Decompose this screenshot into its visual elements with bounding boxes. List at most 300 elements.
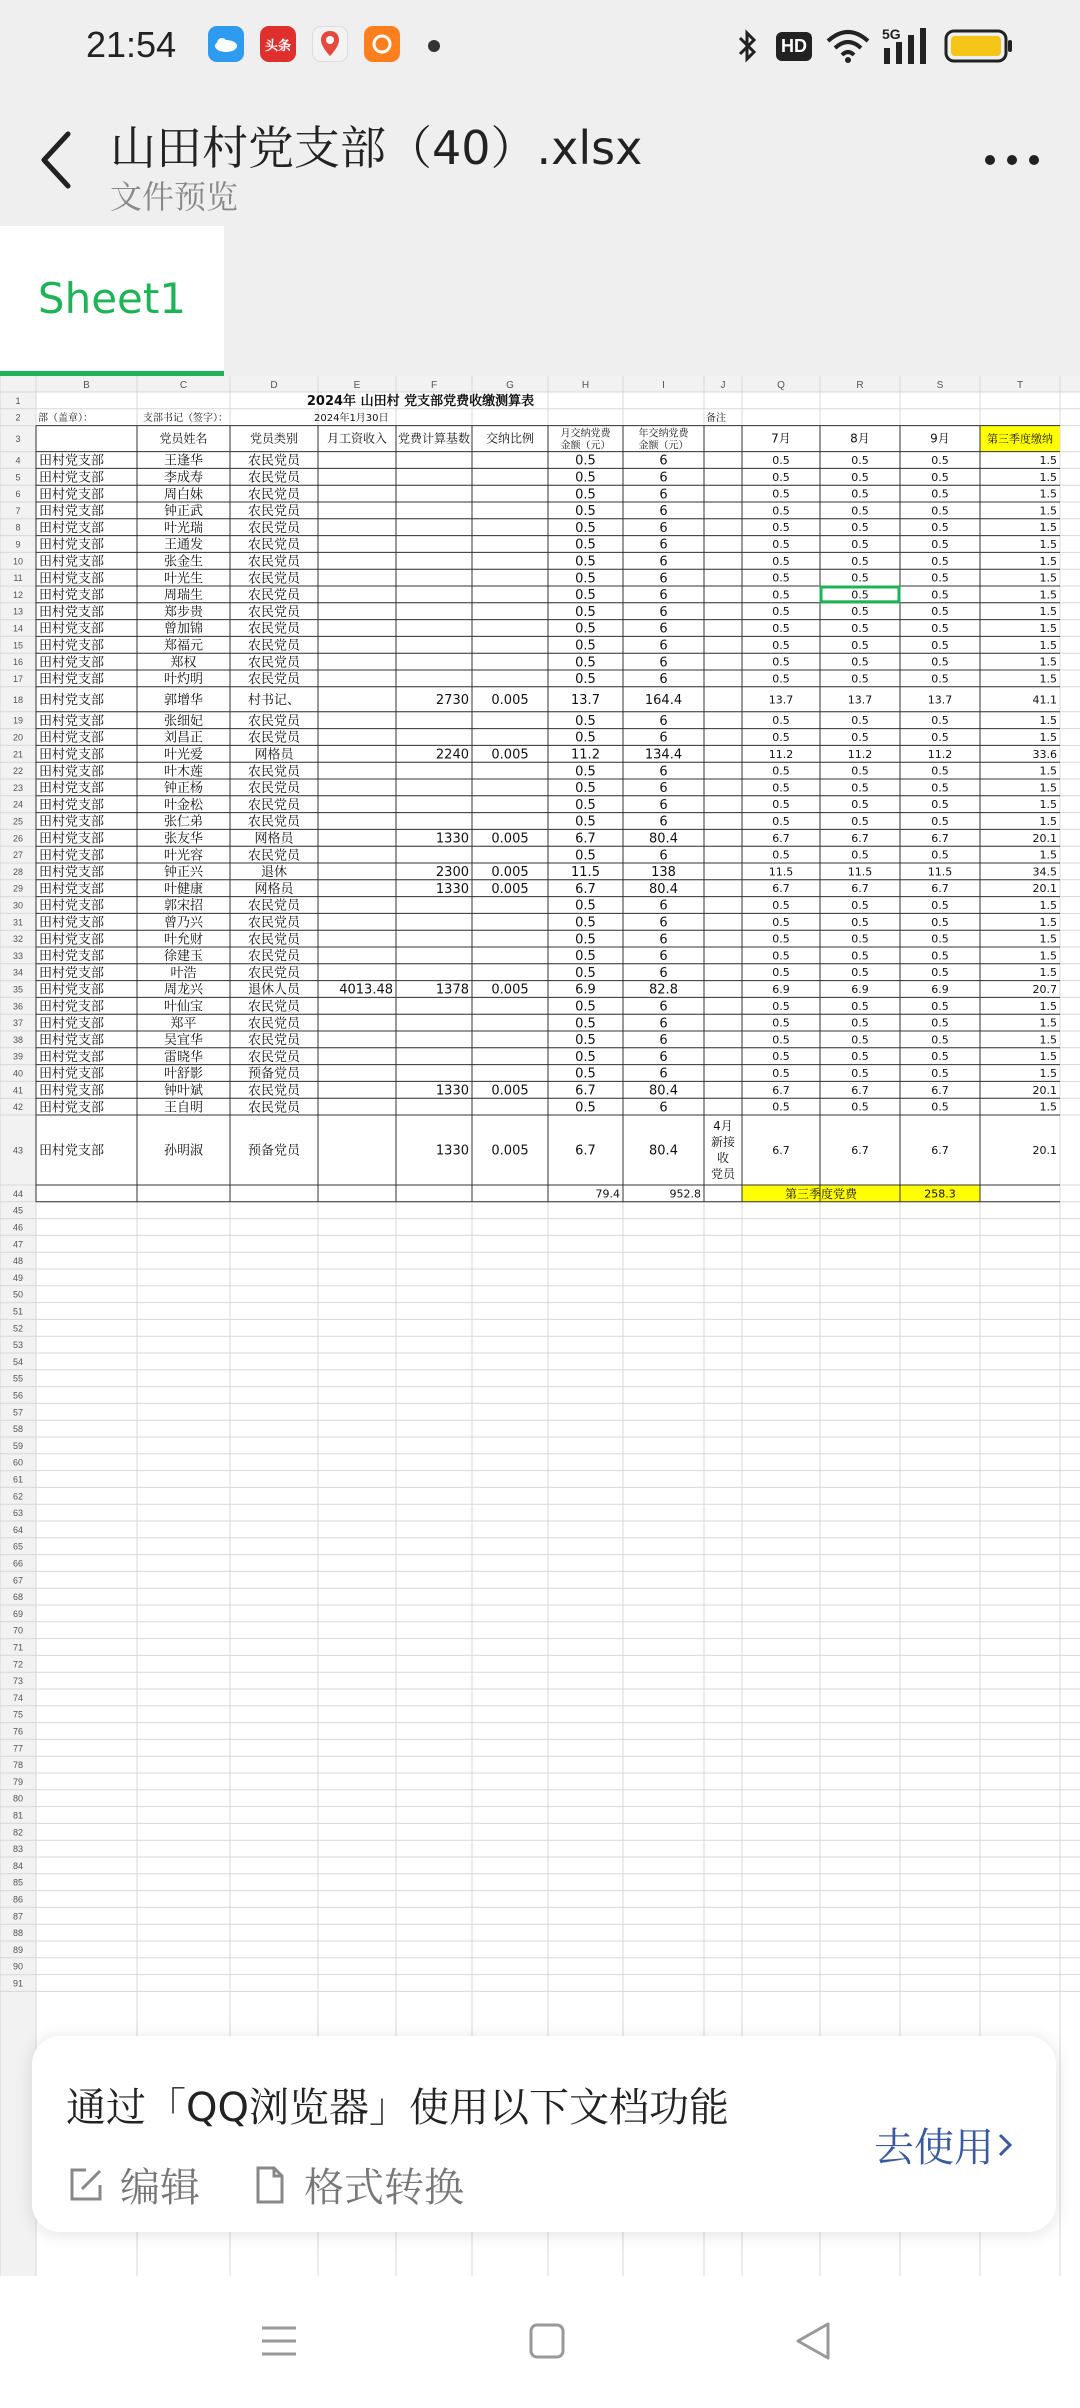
row2-stamp-label: 部（盖章）： — [38, 412, 93, 424]
quarter-total-label: 第三季度党费 — [784, 1187, 858, 1201]
row-number: 73 — [12, 1676, 24, 1687]
row-number: 75 — [12, 1709, 24, 1720]
cell-text: 曾乃兴 — [163, 915, 204, 931]
cell-text: 20.1 — [1032, 831, 1057, 845]
cell-text: 0.5 — [772, 1100, 790, 1114]
cell-text: 0.5 — [931, 932, 949, 946]
cell-text: 0.5 — [575, 604, 596, 620]
cell-text: 农民党员 — [247, 504, 301, 520]
cell-text: 0.5 — [575, 949, 596, 965]
row-number: 12 — [12, 589, 24, 600]
back-triangle-icon — [788, 2316, 838, 2366]
cell-text: 0.5 — [772, 999, 790, 1013]
cell-text: 0.5 — [772, 932, 790, 946]
cell-text: 田村党支部 — [39, 1100, 105, 1116]
cell-text: 0.5 — [772, 966, 790, 980]
header-cell: 月交纳党费 — [560, 428, 611, 440]
cell-text: 20.1 — [1032, 1083, 1057, 1097]
row-number: 72 — [12, 1659, 24, 1670]
column-letter: Q — [777, 380, 785, 391]
cell-text: 0.5 — [931, 814, 949, 828]
cell-text: 钟正杨 — [163, 781, 204, 797]
cell-text: 0.5 — [575, 621, 596, 637]
cell-text: 0.5 — [575, 797, 596, 813]
header-cell: 金额（元） — [638, 440, 689, 452]
note-cell: 新接 — [710, 1135, 736, 1149]
cell-text: 11.5 — [768, 865, 794, 879]
cell-text: 1.5 — [1039, 621, 1057, 635]
cell-text: 0.5 — [575, 453, 596, 469]
cell-text: 0.5 — [575, 504, 596, 520]
cell-text: 1.5 — [1039, 966, 1057, 980]
cell-text: 0.5 — [931, 487, 949, 501]
format-convert-button[interactable] — [250, 2156, 464, 2213]
row-number: 87 — [12, 1911, 24, 1922]
header-cell: 交纳比例 — [485, 431, 535, 446]
row-number: 1 — [15, 395, 21, 406]
cell-text: 吴宜华 — [163, 1033, 204, 1049]
cell-text: 0.5 — [931, 638, 949, 652]
cell-text: 0.5 — [851, 999, 869, 1013]
cell-text: 田村党支部 — [39, 814, 105, 830]
row-number: 45 — [12, 1205, 24, 1216]
cell-text: 1.5 — [1039, 638, 1057, 652]
row-number: 90 — [12, 1961, 24, 1972]
row-number: 77 — [12, 1743, 24, 1754]
cell-text: 6 — [659, 898, 668, 914]
cell-text: 6 — [659, 487, 668, 503]
cell-text: 农民党员 — [247, 571, 301, 587]
cell-text: 6 — [659, 764, 668, 780]
cell-text: 叶木莲 — [163, 764, 204, 780]
row-number: 3 — [15, 434, 21, 445]
cell-text: 村书记、 — [247, 692, 301, 708]
cell-text: 网格员 — [254, 747, 294, 763]
row-number: 65 — [12, 1541, 24, 1552]
cell-text: 田村党支部 — [39, 571, 105, 587]
cell-text: 82.8 — [649, 982, 678, 998]
cell-text: 1.5 — [1039, 655, 1057, 669]
row-number: 74 — [12, 1692, 24, 1703]
cell-text: 0.5 — [851, 1066, 869, 1080]
cell-text: 农民党员 — [247, 965, 301, 981]
cell-text: 6 — [659, 932, 668, 948]
row-number: 49 — [12, 1272, 24, 1283]
row-number: 2 — [15, 412, 21, 423]
cell-text: 田村党支部 — [39, 655, 105, 671]
cell-text: 6 — [659, 797, 668, 813]
row-number: 82 — [12, 1827, 24, 1838]
cell-text: 0.5 — [575, 999, 596, 1015]
row-number: 43 — [12, 1145, 24, 1156]
header-cell: 月工资收入 — [326, 431, 388, 446]
cell-text: 0.5 — [851, 638, 869, 652]
cell-text: 0.5 — [931, 537, 949, 551]
cell-text: 0.5 — [772, 537, 790, 551]
cell-text: 0.5 — [575, 781, 596, 797]
cell-text: 0.005 — [491, 881, 529, 897]
cell-text: 周瑞生 — [163, 588, 204, 604]
cell-text: 2300 — [435, 865, 469, 881]
map-app-icon — [312, 26, 348, 62]
header-cell: 党费计算基数 — [397, 431, 471, 446]
cell-text: 0.5 — [931, 798, 949, 812]
row-number: 78 — [12, 1760, 24, 1771]
cell-text: 79.4 — [595, 1187, 620, 1201]
cell-text: 0.5 — [931, 1050, 949, 1064]
cell-text: 1.5 — [1039, 571, 1057, 585]
cell-text: 80.4 — [649, 1083, 678, 1099]
back-nav-button[interactable] — [788, 2316, 838, 2366]
cell-text: 农民党员 — [247, 1083, 301, 1099]
row-number: 71 — [12, 1642, 24, 1653]
cell-text: 0.5 — [772, 1016, 790, 1030]
cell-text: 0.5 — [575, 1033, 596, 1049]
cell-text: 张金生 — [163, 554, 204, 570]
cell-text: 田村党支部 — [39, 982, 105, 998]
cell-text: 网格员 — [254, 881, 294, 897]
column-letter: J — [720, 380, 726, 391]
notification-dot-icon — [428, 40, 440, 52]
row-number: 88 — [12, 1928, 24, 1939]
cell-text: 田村党支部 — [39, 865, 105, 881]
cell-text: 叶光生 — [163, 571, 204, 587]
cell-text: 80.4 — [649, 831, 678, 847]
cell-text: 叶允财 — [163, 932, 204, 948]
cell-text: 0.5 — [851, 470, 869, 484]
cell-text: 农民党员 — [247, 915, 301, 931]
cell-text: 农民党员 — [247, 999, 301, 1015]
cell-text: 0.5 — [851, 798, 869, 812]
cell-text: 钟正武 — [163, 504, 204, 520]
cell-text: 农民党员 — [247, 814, 301, 830]
cell-text: 0.5 — [851, 714, 869, 728]
row-number: 38 — [12, 1034, 24, 1045]
note-cell: 4月 — [713, 1119, 733, 1133]
row-number: 8 — [15, 522, 21, 533]
back-button[interactable] — [32, 128, 82, 192]
system-nav-bar — [0, 2276, 1080, 2408]
cell-text: 田村党支部 — [39, 453, 105, 469]
cell-text: 0.5 — [931, 915, 949, 929]
cell-text: 2240 — [435, 747, 469, 763]
row-number: 84 — [12, 1860, 24, 1871]
row-number: 79 — [12, 1776, 24, 1787]
row-number: 36 — [12, 1001, 24, 1012]
cell-text: 农民党员 — [247, 672, 301, 688]
cell-text: 0.005 — [491, 692, 529, 708]
cell-text: 田村党支部 — [39, 898, 105, 914]
cell-text: 田村党支部 — [39, 520, 105, 536]
cell-text: 0.5 — [575, 655, 596, 671]
cell-text: 11.2 — [847, 747, 873, 761]
spreadsheet-grid[interactable] — [0, 376, 1080, 2276]
cell-text: 叶仙宝 — [163, 999, 204, 1015]
more-menu-button[interactable] — [982, 150, 1042, 170]
cell-text: 6 — [659, 588, 668, 604]
cell-text: 1.5 — [1039, 714, 1057, 728]
tab-sheet1[interactable]: Sheet1 — [0, 226, 224, 376]
cell-text: 0.5 — [772, 764, 790, 778]
cell-text: 164.4 — [644, 692, 683, 708]
cell-text: 13.7 — [768, 693, 794, 707]
row-number: 85 — [12, 1877, 24, 1888]
cell-text: 0.5 — [931, 781, 949, 795]
sheet-tab-bar — [0, 226, 1080, 376]
cell-text: 0.5 — [851, 1050, 869, 1064]
cell-text: 6 — [659, 604, 668, 620]
cell-text: 6 — [659, 915, 668, 931]
cell-text: 农民党员 — [247, 781, 301, 797]
cell-text: 0.5 — [931, 898, 949, 912]
cell-text: 农民党员 — [247, 713, 301, 729]
cell-text: 1.5 — [1039, 1066, 1057, 1080]
row-number: 16 — [12, 657, 24, 668]
cell-text: 0.5 — [931, 470, 949, 484]
cell-text: 952.8 — [669, 1187, 701, 1201]
row-number: 53 — [12, 1340, 24, 1351]
cell-text: 6.7 — [772, 882, 790, 896]
menu-nav-button[interactable] — [254, 2316, 304, 2366]
go-use-button[interactable] — [874, 2116, 1018, 2173]
cell-text: 0.005 — [491, 865, 529, 881]
cell-text: 1.5 — [1039, 898, 1057, 912]
cell-text: 田村党支部 — [39, 747, 105, 763]
cell-text: 0.5 — [772, 655, 790, 669]
cell-text: 11.5 — [847, 865, 873, 879]
cell-text: 田村党支部 — [39, 504, 105, 520]
cell-text: 80.4 — [649, 1143, 678, 1159]
cell-text: 1.5 — [1039, 932, 1057, 946]
cell-text: 0.5 — [772, 621, 790, 635]
column-letter: S — [936, 380, 944, 391]
row-number: 31 — [12, 917, 24, 928]
cell-text: 农民党员 — [247, 588, 301, 604]
cell-text: 0.5 — [575, 537, 596, 553]
row-number: 47 — [12, 1239, 24, 1250]
cell-text: 6 — [659, 520, 668, 536]
go-use-label: 去使用 — [874, 2125, 994, 2171]
cell-text: 0.5 — [931, 1100, 949, 1114]
cell-text: 0.5 — [931, 521, 949, 535]
cell-text: 0.5 — [851, 949, 869, 963]
cell-text: 农民党员 — [247, 655, 301, 671]
cell-text: 郑福元 — [163, 638, 204, 654]
cell-text: 6 — [659, 1100, 668, 1116]
row-number: 30 — [12, 900, 24, 911]
cell-text: 田村党支部 — [39, 1066, 105, 1082]
more-dots-icon — [982, 150, 1042, 170]
cell-text: 0.5 — [575, 588, 596, 604]
cell-text: 0.5 — [851, 605, 869, 619]
cell-text: 田村党支部 — [39, 692, 105, 708]
spreadsheet-view[interactable] — [0, 376, 1080, 2276]
cell-text: 农民党员 — [247, 797, 301, 813]
cell-text: 6 — [659, 965, 668, 981]
row-number: 18 — [12, 694, 24, 705]
cell-text: 田村党支部 — [39, 713, 105, 729]
row-number: 58 — [12, 1424, 24, 1435]
cell-text: 农民党员 — [247, 764, 301, 780]
cell-text: 258.3 — [924, 1187, 956, 1201]
cell-text: 0.5 — [575, 571, 596, 587]
banner-text: 通过「QQ浏览器」使用以下文档功能 — [66, 2085, 729, 2131]
cell-text: 0.5 — [851, 453, 869, 467]
cell-text: 农民党员 — [247, 638, 301, 654]
cell-text: 6.9 — [851, 982, 869, 996]
signal-icon — [882, 26, 930, 66]
cell-text: 0.5 — [772, 487, 790, 501]
row-number: 46 — [12, 1222, 24, 1233]
cell-text: 刘昌正 — [163, 730, 204, 746]
cell-text: 6.7 — [851, 1083, 869, 1097]
cell-text: 0.5 — [851, 848, 869, 862]
cell-text: 田村党支部 — [39, 604, 105, 620]
cell-text: 13.7 — [847, 693, 873, 707]
row-number: 4 — [15, 455, 21, 466]
cell-text: 1.5 — [1039, 814, 1057, 828]
row-number: 80 — [12, 1793, 24, 1804]
cell-text: 0.5 — [575, 898, 596, 914]
bluetooth-icon — [736, 26, 758, 66]
cell-text: 6 — [659, 781, 668, 797]
cell-text: 6 — [659, 621, 668, 637]
home-nav-button[interactable] — [522, 2316, 572, 2366]
edit-label: 编辑 — [120, 2165, 200, 2211]
cell-text: 0.5 — [931, 588, 949, 602]
edit-button[interactable] — [66, 2156, 200, 2213]
cell-text: 0.5 — [575, 1066, 596, 1082]
note-cell: 收 — [716, 1151, 730, 1165]
cell-text: 1.5 — [1039, 1016, 1057, 1030]
chevron-right-icon — [994, 2127, 1018, 2163]
cell-text: 6 — [659, 1049, 668, 1065]
cell-text: 1.5 — [1039, 521, 1057, 535]
cell-text: 雷晓华 — [163, 1049, 204, 1065]
row-number: 48 — [12, 1256, 24, 1267]
cell-text: 叶金松 — [163, 797, 204, 813]
cell-text: 0.5 — [851, 764, 869, 778]
cell-text: 1.5 — [1039, 848, 1057, 862]
row2-note-label: 备注 — [706, 412, 726, 424]
row2-date: 2024年1月30日 — [314, 412, 389, 424]
column-letter: H — [581, 380, 590, 391]
row-number: 23 — [12, 782, 24, 793]
cell-text: 0.5 — [931, 764, 949, 778]
row-number: 81 — [12, 1810, 24, 1821]
cell-text: 1.5 — [1039, 453, 1057, 467]
cell-text: 0.5 — [575, 730, 596, 746]
cell-text: 田村党支部 — [39, 1016, 105, 1032]
column-letter: C — [179, 380, 188, 391]
cell-text: 0.5 — [772, 521, 790, 535]
cell-text: 0.5 — [575, 672, 596, 688]
cell-text: 田村党支部 — [39, 487, 105, 503]
cell-text: 叶浩 — [170, 965, 197, 981]
cell-text: 孙明淑 — [163, 1143, 204, 1159]
cell-text: 0.5 — [575, 713, 596, 729]
row-number: 13 — [12, 606, 24, 617]
cell-text: 0.5 — [575, 915, 596, 931]
cell-text: 农民党员 — [247, 537, 301, 553]
column-letter: T — [1016, 380, 1024, 391]
cell-text: 6 — [659, 713, 668, 729]
header-cell: 党员类别 — [249, 431, 299, 446]
cell-text: 退休 — [260, 865, 288, 881]
cell-text: 张细妃 — [163, 713, 204, 729]
cell-text: 1.5 — [1039, 915, 1057, 929]
cell-text: 6 — [659, 949, 668, 965]
cell-text: 预备党员 — [247, 1143, 301, 1159]
cell-text: 6 — [659, 571, 668, 587]
cell-text: 0.5 — [575, 764, 596, 780]
cell-text: 0.5 — [931, 1016, 949, 1030]
cell-text: 6 — [659, 672, 668, 688]
row-number: 51 — [12, 1306, 24, 1317]
cell-text: 农民党员 — [247, 1033, 301, 1049]
cell-text: 11.2 — [571, 747, 600, 763]
cell-text: 0.5 — [575, 965, 596, 981]
cell-text: 0.5 — [772, 730, 790, 744]
row-number: 14 — [12, 623, 24, 634]
cell-text: 6.9 — [575, 982, 596, 998]
cell-text: 周白妹 — [163, 487, 204, 503]
hd-icon — [776, 26, 812, 66]
cell-text: 田村党支部 — [39, 1083, 105, 1099]
cell-text: 0.5 — [772, 605, 790, 619]
row-number: 59 — [12, 1440, 24, 1451]
cell-text: 0.5 — [851, 621, 869, 635]
row-number: 57 — [12, 1407, 24, 1418]
cell-text: 农民党员 — [247, 470, 301, 486]
cell-text: 0.5 — [851, 1033, 869, 1047]
cell-text: 农民党员 — [247, 520, 301, 536]
cell-text: 王通发 — [163, 537, 204, 553]
cell-text: 1.5 — [1039, 537, 1057, 551]
cell-text: 农民党员 — [247, 932, 301, 948]
cell-text: 11.2 — [768, 747, 794, 761]
cell-text: 6 — [659, 470, 668, 486]
cell-text: 叶灼明 — [163, 672, 204, 688]
cell-text: 6 — [659, 999, 668, 1015]
cell-text: 0.5 — [772, 814, 790, 828]
row-number: 32 — [12, 934, 24, 945]
format-convert-label: 格式转换 — [304, 2165, 464, 2211]
cell-text: 34.5 — [1032, 865, 1057, 879]
cell-text: 张友华 — [163, 831, 204, 847]
cell-text: 0.5 — [851, 1100, 869, 1114]
row-number: 10 — [12, 556, 24, 567]
cell-text: 农民党员 — [247, 730, 301, 746]
row-number: 21 — [12, 749, 24, 760]
cell-text: 6 — [659, 730, 668, 746]
row-number: 29 — [12, 883, 24, 894]
column-letter: R — [856, 380, 864, 391]
row-number: 56 — [12, 1390, 24, 1401]
row-number: 37 — [12, 1018, 24, 1029]
cell-text: 1.5 — [1039, 1050, 1057, 1064]
file-subtitle: 文件预览 — [110, 178, 239, 216]
cell-text: 郑步贵 — [163, 604, 204, 620]
hd-label: HD — [776, 32, 812, 61]
cell-text: 0.5 — [851, 672, 869, 686]
cell-text: 田村党支部 — [39, 621, 105, 637]
cell-text: 6.7 — [575, 831, 596, 847]
cell-text: 郭增华 — [163, 692, 204, 708]
row-number: 27 — [12, 850, 24, 861]
cell-text: 0.5 — [772, 848, 790, 862]
row-number: 17 — [12, 673, 24, 684]
